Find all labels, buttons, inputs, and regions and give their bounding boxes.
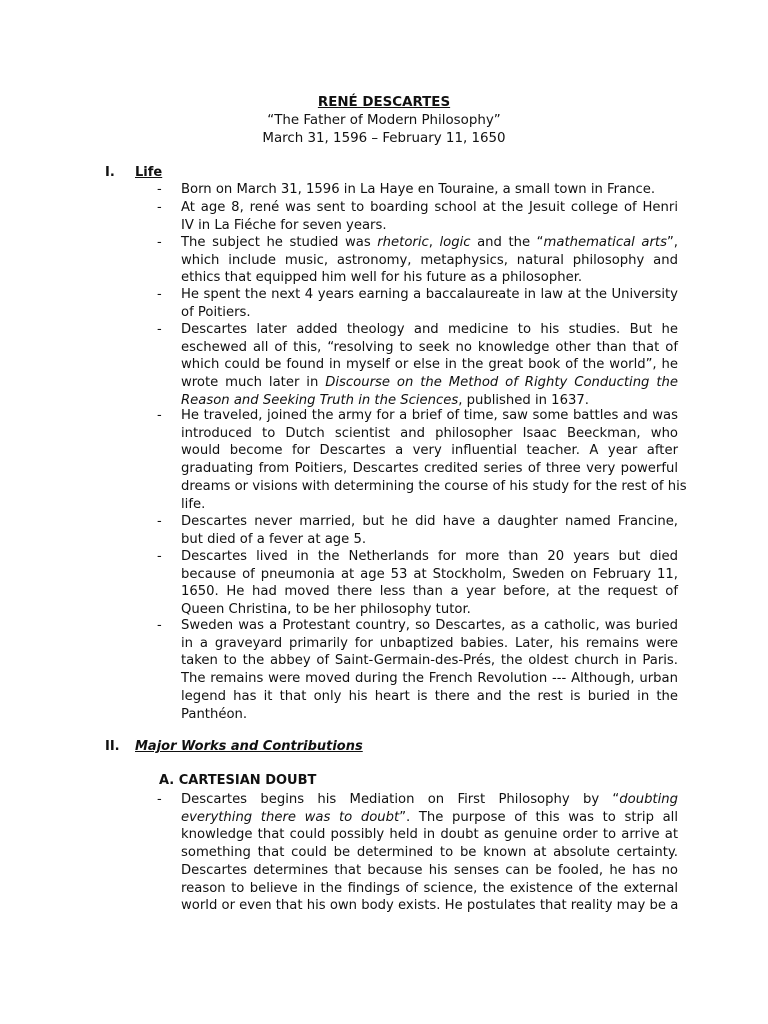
list-item bbox=[181, 513, 678, 548]
bullet-marker: - bbox=[157, 514, 162, 529]
list-item bbox=[181, 199, 678, 234]
text-run: and the “ bbox=[470, 235, 544, 250]
text-line: legend has it that only his heart is there and the rest is buried in the bbox=[181, 688, 678, 704]
text-line: would become for Descartes a very influential teacher. A year after bbox=[181, 443, 678, 459]
text-line: eschewed all of this, “resolving to seek no knowledge other than that of bbox=[181, 339, 678, 355]
text-run: ”. The purpose of this was to strip all bbox=[399, 809, 678, 825]
text-line: because of pneumonia at age 53 at Stockholm, Sweden on February 11, bbox=[181, 566, 678, 582]
bullet-marker: - bbox=[157, 618, 162, 633]
list-item bbox=[181, 321, 678, 410]
text-line: reason to believe in the findings of science, the existence of the external bbox=[181, 880, 678, 896]
text-run: , published in 1637. bbox=[458, 392, 589, 408]
text-line: dreams or visions with determining the course of his study for the rest of his bbox=[181, 478, 687, 494]
text-line: At age 8, rené was sent to boarding school at the Jesuit college of Henri bbox=[181, 200, 678, 215]
text-line bbox=[181, 374, 678, 392]
text-line: of Poitiers. bbox=[181, 304, 251, 320]
text-line: 1650. He had moved there less than a year before, at the request of bbox=[181, 584, 678, 600]
text-line: Descartes determines that because his senses can be fooled, he has no bbox=[181, 862, 678, 878]
text-run: rhetoric bbox=[377, 235, 429, 250]
text-line: world or even that his own body exists. He postulates that reality may be a bbox=[181, 898, 679, 914]
text-line: IV in La Fiéche for seven years. bbox=[181, 217, 387, 233]
text-line: Born on March 31, 1596 in La Haye en Touraine, a small town in France. bbox=[181, 182, 656, 197]
list-item bbox=[181, 548, 678, 619]
text-line: Panthéon. bbox=[181, 706, 248, 722]
text-run: doubting bbox=[619, 792, 678, 807]
text-line: knowledge that could possibly held in doubt as genuine order to arrive at bbox=[181, 827, 678, 843]
text-line bbox=[181, 234, 678, 252]
text-line: life. bbox=[181, 496, 206, 512]
text-run: logic bbox=[439, 235, 471, 250]
text-line: Descartes never married, but he did have a daughter named Francine, bbox=[181, 514, 678, 529]
text-line: Queen Christina, to be her philosophy tutor. bbox=[181, 602, 471, 618]
section-title-major-works: Major Works and Contributions bbox=[135, 739, 363, 754]
text-run: Reason and Seeking Truth in the Sciences bbox=[181, 392, 459, 408]
text-line: Sweden was a Protestant country, so Descartes, as a catholic, was buried bbox=[181, 618, 678, 633]
text-line: Descartes later added theology and medicine to his studies. But he bbox=[181, 322, 678, 337]
bullet-marker: - bbox=[157, 322, 162, 337]
section-number-1: I. bbox=[105, 165, 115, 180]
text-line: which could be found in myself or else in the great book of the world”, he bbox=[181, 357, 678, 373]
text-run: , bbox=[428, 235, 440, 250]
list-item bbox=[181, 407, 687, 513]
text-run: Discourse on the Method of Righty Conducting the bbox=[325, 375, 678, 391]
list-item bbox=[181, 791, 678, 915]
text-run: everything there was to doubt bbox=[181, 809, 400, 825]
text-line: He traveled, joined the army for a brief of time, saw some battles and was bbox=[181, 408, 678, 423]
text-line: ethics that equipped him well for his future as a philosopher. bbox=[181, 270, 583, 286]
bullet-marker: - bbox=[157, 408, 162, 423]
text-line: something that could be determined to be known at absolute certainty. bbox=[181, 845, 678, 861]
text-line: but died of a fever at age 5. bbox=[181, 531, 367, 547]
list-item bbox=[181, 617, 678, 723]
section-number-2: II. bbox=[105, 739, 120, 754]
text-line: Descartes lived in the Netherlands for more than 20 years but died bbox=[181, 549, 678, 564]
document-dates: March 31, 1596 – February 11, 1650 bbox=[262, 131, 506, 146]
bullet-marker: - bbox=[157, 182, 162, 197]
text-run: mathematical arts bbox=[543, 235, 667, 250]
text-line: introduced to Dutch scientist and philosopher Isaac Beeckman, who bbox=[181, 425, 678, 441]
text-line: in a graveyard primarily for unbaptized babies. Later, his remains were bbox=[181, 635, 678, 651]
list-item bbox=[181, 234, 678, 287]
text-run: wrote much later in bbox=[181, 375, 326, 391]
subsection-heading-cartesian-doubt: A. CARTESIAN DOUBT bbox=[159, 773, 317, 788]
text-run: The subject he studied was bbox=[181, 235, 378, 250]
list-item bbox=[181, 181, 678, 199]
text-line: The remains were moved during the French Revolution --- Although, urban bbox=[181, 671, 678, 687]
text-line bbox=[181, 791, 678, 809]
text-line: graduating from Poitiers, Descartes credited series of three very powerful bbox=[181, 461, 678, 477]
bullet-marker: - bbox=[157, 287, 162, 302]
document-title: RENÉ DESCARTES bbox=[317, 95, 451, 110]
text-line bbox=[181, 809, 678, 827]
text-line: which include music, astronomy, metaphysics, natural philosophy and bbox=[181, 252, 678, 268]
document-subtitle: “The Father of Modern Philosophy” bbox=[267, 113, 501, 128]
text-line: He spent the next 4 years earning a baccalaureate in law at the University bbox=[181, 287, 678, 302]
bullet-marker: - bbox=[157, 792, 162, 807]
list-item bbox=[181, 286, 678, 321]
bullet-marker: - bbox=[157, 235, 162, 250]
bullet-marker: - bbox=[157, 200, 162, 215]
text-line: taken to the abbey of Saint-Germain-des-Prés, the oldest church in Paris. bbox=[181, 653, 678, 669]
section-title-life: Life bbox=[135, 165, 163, 180]
text-run: Descartes begins his Mediation on First Philosophy by “ bbox=[181, 792, 620, 807]
bullet-marker: - bbox=[157, 549, 162, 564]
text-run: ”, bbox=[666, 235, 678, 250]
